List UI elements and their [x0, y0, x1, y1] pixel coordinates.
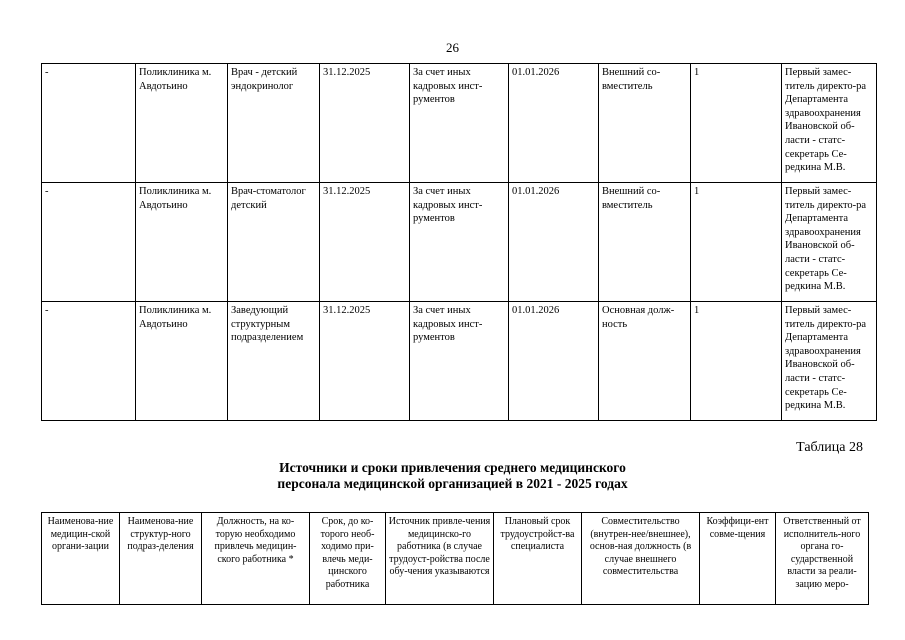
table-row	[42, 302, 877, 421]
header-cell-source: Источник привле-чения медицинско-го работника (в случае трудоуст-ройства после обу-чения указываются	[386, 513, 494, 605]
employment-type-cell: Внешний со-вместитель	[599, 64, 691, 183]
source-cell: За счет иных кадровых инст-рументов	[410, 64, 509, 183]
header-cell-coefficient: Коэффици-ент совме-щения	[700, 513, 776, 605]
coefficient-cell: 1	[691, 302, 782, 421]
hire-date-cell: 01.01.2026	[509, 64, 599, 183]
header-cell-department: Наименова-ние структур-ного подраз-деления	[120, 513, 202, 605]
table-row	[42, 183, 877, 302]
table-caption: Таблица 28	[796, 440, 863, 455]
table-row	[42, 64, 877, 183]
organization-cell: Поликлиника м. Авдотьино	[136, 64, 228, 183]
header-cell-deadline: Срок, до ко-торого необ-ходимо при-влечь меди-цинского работника	[310, 513, 386, 605]
hire-date-cell: 01.01.2026	[509, 183, 599, 302]
table-28-header	[41, 512, 869, 605]
row-number: -	[42, 302, 136, 421]
staffing-table	[41, 63, 877, 421]
position-cell: Заведующий структурным подразделением	[228, 302, 320, 421]
position-cell: Врач - детский эндокринолог	[228, 64, 320, 183]
organization-cell: Поликлиника м. Авдотьино	[136, 183, 228, 302]
deadline-cell: 31.12.2025	[320, 183, 410, 302]
employment-type-cell: Основная долж-ность	[599, 302, 691, 421]
responsible-cell: Первый замес-титель директо-ра Департамента здравоохранения Ивановской об-ласти - статс-секретарь Се-редкина М.В.	[782, 302, 877, 421]
header-row	[42, 513, 869, 605]
coefficient-cell: 1	[691, 64, 782, 183]
header-cell-employment-type: Совместительство (внутрен-нее/внешнее), основ-ная должность (в случае внешнего совместительства	[582, 513, 700, 605]
organization-cell: Поликлиника м. Авдотьино	[136, 302, 228, 421]
header-cell-position: Должность, на ко-торую необходимо привлечь медицин-ского работника *	[202, 513, 310, 605]
responsible-cell: Первый замес-титель директо-ра Департамента здравоохранения Ивановской об-ласти - статс-секретарь Се-редкина М.В.	[782, 183, 877, 302]
header-cell-hire-date: Плановый срок трудоустройст-ва специалиста	[494, 513, 582, 605]
header-cell-organization: Наименова-ние медицин-ской органи-зации	[42, 513, 120, 605]
table-heading-line-1: Источники и сроки привлечения среднего медицинского	[279, 460, 626, 475]
hire-date-cell: 01.01.2026	[509, 302, 599, 421]
header-cell-responsible: Ответственный от исполнитель-ного органа го-сударственной власти за реали-зацию меро-	[776, 513, 869, 605]
employment-type-cell: Внешний со-вместитель	[599, 183, 691, 302]
table-heading	[0, 460, 905, 492]
coefficient-cell: 1	[691, 183, 782, 302]
responsible-cell: Первый замес-титель директо-ра Департамента здравоохранения Ивановской об-ласти - статс-секретарь Се-редкина М.В.	[782, 64, 877, 183]
row-number: -	[42, 183, 136, 302]
source-cell: За счет иных кадровых инст-рументов	[410, 302, 509, 421]
row-number: -	[42, 64, 136, 183]
deadline-cell: 31.12.2025	[320, 302, 410, 421]
page-number: 26	[446, 40, 459, 55]
source-cell: За счет иных кадровых инст-рументов	[410, 183, 509, 302]
deadline-cell: 31.12.2025	[320, 64, 410, 183]
table-heading-line-2: персонала медицинской организацией в 2021 - 2025 годах	[277, 476, 628, 491]
position-cell: Врач-стоматолог детский	[228, 183, 320, 302]
